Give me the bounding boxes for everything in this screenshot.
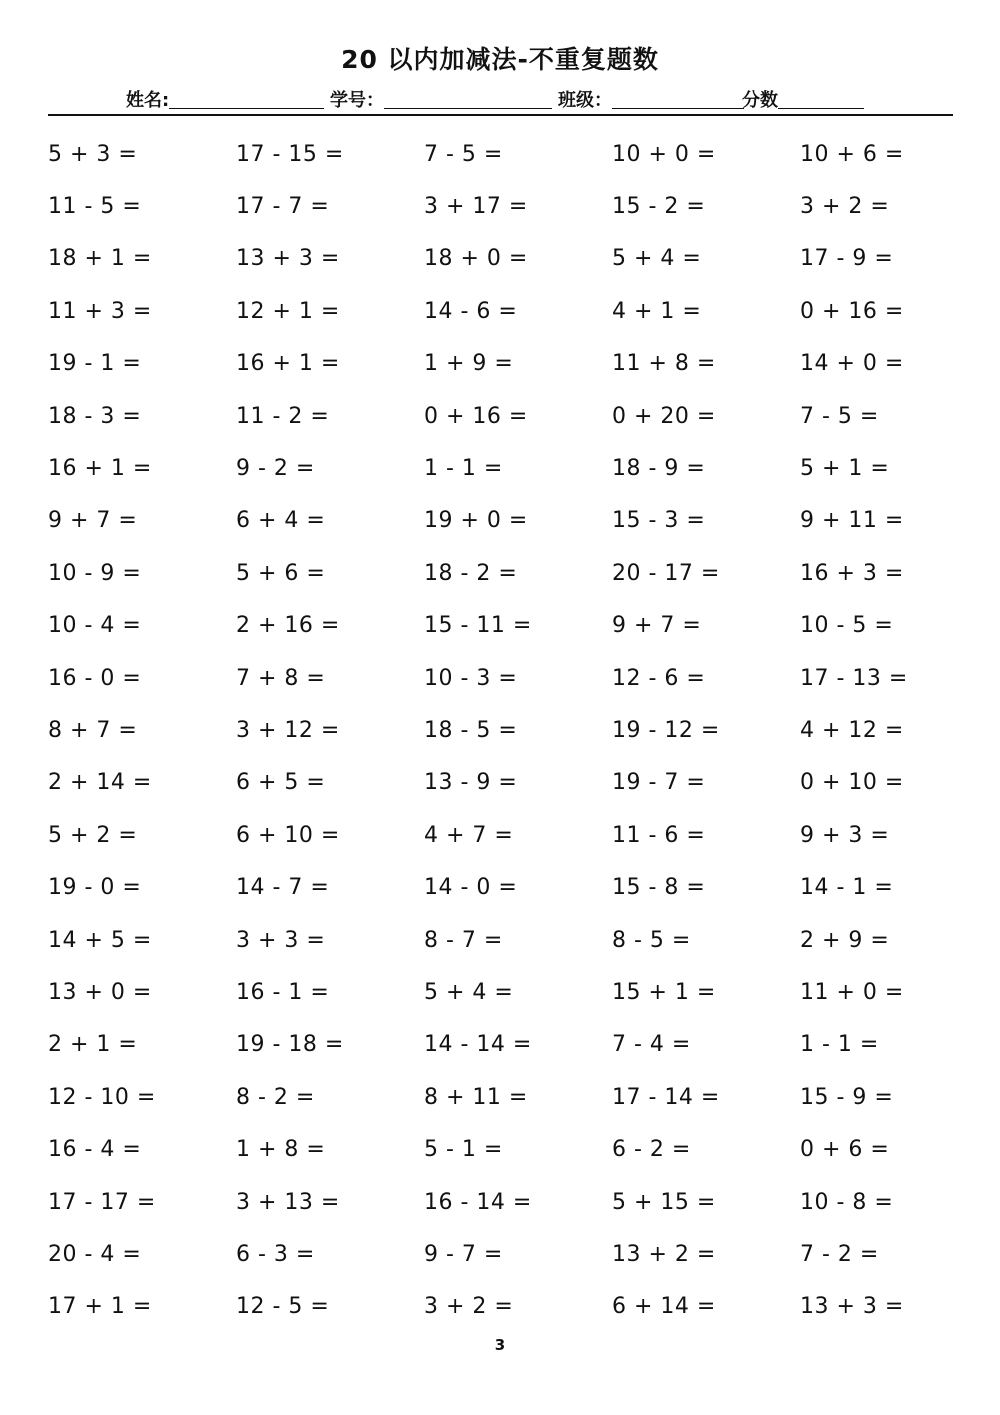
student-id-field[interactable] (330, 86, 552, 112)
math-problem: 3 + 2 = (800, 194, 890, 220)
problem-row (48, 180, 988, 232)
math-problem: 15 - 3 = (612, 508, 706, 534)
problem-row (48, 547, 988, 599)
math-problem: 1 - 1 = (800, 1032, 879, 1058)
math-problem: 13 + 2 = (612, 1241, 716, 1267)
problem-row (48, 757, 988, 809)
math-problem: 10 - 3 = (424, 665, 518, 691)
problem-row (48, 704, 988, 756)
math-problem: 11 + 8 = (612, 351, 716, 377)
math-problem: 12 - 5 = (236, 1294, 330, 1320)
problem-row (48, 233, 988, 285)
page-number: 3 (494, 1336, 506, 1354)
math-problem: 9 + 11 = (800, 508, 904, 534)
math-problem: 4 + 12 = (800, 717, 904, 743)
class-field[interactable] (558, 86, 744, 112)
math-problem: 9 + 7 = (612, 613, 702, 639)
math-problem: 8 + 7 = (48, 717, 138, 743)
math-problem: 5 + 1 = (800, 456, 890, 482)
math-problem: 16 - 0 = (48, 665, 142, 691)
math-problem: 2 + 16 = (236, 613, 340, 639)
math-problem: 1 + 9 = (424, 351, 514, 377)
math-problem: 19 - 0 = (48, 875, 142, 901)
math-problem: 6 + 10 = (236, 822, 340, 848)
score-label: 分数 (742, 90, 778, 111)
math-problem: 16 + 1 = (48, 456, 152, 482)
math-problem: 2 + 1 = (48, 1032, 138, 1058)
math-problem: 2 + 14 = (48, 770, 152, 796)
problem-row (48, 442, 988, 494)
math-problem: 17 - 17 = (48, 1189, 156, 1215)
math-problem: 5 + 2 = (48, 822, 138, 848)
problem-row (48, 338, 988, 390)
math-problem: 5 + 15 = (612, 1189, 716, 1215)
math-problem: 8 - 2 = (236, 1084, 315, 1110)
math-problem: 15 - 11 = (424, 613, 532, 639)
math-problem: 11 - 2 = (236, 403, 330, 429)
math-problem: 11 + 3 = (48, 298, 152, 324)
math-problem: 14 - 0 = (424, 875, 518, 901)
math-problem: 0 + 16 = (800, 298, 904, 324)
math-problem: 10 - 5 = (800, 613, 894, 639)
math-problem: 20 - 4 = (48, 1241, 142, 1267)
problem-row (48, 914, 988, 966)
math-problem: 11 - 6 = (612, 822, 706, 848)
math-problem: 15 - 8 = (612, 875, 706, 901)
math-problem: 5 - 1 = (424, 1137, 503, 1163)
math-problem: 12 - 6 = (612, 665, 706, 691)
math-problem: 19 - 1 = (48, 351, 142, 377)
math-problem: 10 - 9 = (48, 560, 142, 586)
math-problem: 10 - 4 = (48, 613, 142, 639)
math-problem: 7 - 2 = (800, 1241, 879, 1267)
math-problem: 0 + 10 = (800, 770, 904, 796)
math-problem: 14 - 6 = (424, 298, 518, 324)
math-problem: 5 + 4 = (424, 979, 514, 1005)
math-problem: 3 + 13 = (236, 1189, 340, 1215)
math-problem: 17 - 13 = (800, 665, 908, 691)
problem-row (48, 390, 988, 442)
problem-row (48, 128, 988, 180)
math-problem: 10 + 6 = (800, 141, 904, 167)
math-problem: 17 + 1 = (48, 1294, 152, 1320)
math-problem: 4 + 7 = (424, 822, 514, 848)
math-problem: 6 + 5 = (236, 770, 326, 796)
math-problem: 7 - 5 = (800, 403, 879, 429)
math-problem: 3 + 17 = (424, 194, 528, 220)
math-problem: 11 - 5 = (48, 194, 142, 220)
math-problem: 12 - 10 = (48, 1084, 156, 1110)
math-problem: 17 - 9 = (800, 246, 894, 272)
problem-row (48, 1071, 988, 1123)
problem-row (48, 495, 988, 547)
math-problem: 6 - 2 = (612, 1137, 691, 1163)
math-problem: 13 + 0 = (48, 979, 152, 1005)
problem-row (48, 966, 988, 1018)
page-title: 20 以内加减法-不重复题数 (341, 45, 659, 74)
math-problem: 3 + 12 = (236, 717, 340, 743)
name-blank[interactable] (169, 107, 324, 109)
math-problem: 10 + 0 = (612, 141, 716, 167)
problem-row (48, 600, 988, 652)
math-problem: 18 + 1 = (48, 246, 152, 272)
math-problem: 9 - 7 = (424, 1241, 503, 1267)
math-problem: 18 - 9 = (612, 456, 706, 482)
math-problem: 11 + 0 = (800, 979, 904, 1005)
math-problem: 15 - 2 = (612, 194, 706, 220)
math-problem: 0 + 6 = (800, 1137, 890, 1163)
math-problem: 7 - 5 = (424, 141, 503, 167)
math-problem: 15 + 1 = (612, 979, 716, 1005)
math-problem: 7 - 4 = (612, 1032, 691, 1058)
math-problem: 18 - 3 = (48, 403, 142, 429)
math-problem: 4 + 1 = (612, 298, 702, 324)
score-blank[interactable] (778, 107, 864, 109)
math-problem: 14 + 5 = (48, 927, 152, 953)
score-field[interactable] (742, 86, 864, 112)
math-problem: 17 - 15 = (236, 141, 344, 167)
problem-row (48, 809, 988, 861)
math-problem: 9 - 2 = (236, 456, 315, 482)
math-problem: 3 + 3 = (236, 927, 326, 953)
name-label: 姓名: (126, 90, 170, 111)
math-problem: 14 + 0 = (800, 351, 904, 377)
problem-row (48, 285, 988, 337)
math-problem: 17 - 14 = (612, 1084, 720, 1110)
math-problem: 8 - 7 = (424, 927, 503, 953)
class-label: 班级： (558, 90, 612, 111)
math-problem: 1 - 1 = (424, 456, 503, 482)
math-problem: 13 + 3 = (236, 246, 340, 272)
student-id-label: 学号： (330, 90, 384, 111)
math-problem: 19 - 18 = (236, 1032, 344, 1058)
math-problem: 0 + 16 = (424, 403, 528, 429)
problem-row (48, 1123, 988, 1175)
math-problem: 5 + 6 = (236, 560, 326, 586)
name-field[interactable] (126, 86, 324, 112)
math-problem: 13 + 3 = (800, 1294, 904, 1320)
math-problem: 16 + 3 = (800, 560, 904, 586)
math-problem: 19 + 0 = (424, 508, 528, 534)
math-problem: 5 + 4 = (612, 246, 702, 272)
math-problem: 18 - 2 = (424, 560, 518, 586)
math-problem: 18 - 5 = (424, 717, 518, 743)
problem-row (48, 1228, 988, 1280)
math-problem: 8 + 11 = (424, 1084, 528, 1110)
problem-row (48, 652, 988, 704)
math-problem: 16 + 1 = (236, 351, 340, 377)
math-problem: 7 + 8 = (236, 665, 326, 691)
math-problem: 15 - 9 = (800, 1084, 894, 1110)
student-info-header (48, 84, 953, 116)
math-problem: 6 - 3 = (236, 1241, 315, 1267)
math-problem: 14 - 14 = (424, 1032, 532, 1058)
math-problem: 5 + 3 = (48, 141, 138, 167)
problem-row (48, 861, 988, 913)
math-problem: 3 + 2 = (424, 1294, 514, 1320)
math-problem: 9 + 7 = (48, 508, 138, 534)
math-problem: 6 + 4 = (236, 508, 326, 534)
math-problem: 8 - 5 = (612, 927, 691, 953)
math-problem: 16 - 4 = (48, 1137, 142, 1163)
math-problem: 19 - 7 = (612, 770, 706, 796)
math-problem: 16 - 1 = (236, 979, 330, 1005)
math-problem: 14 - 7 = (236, 875, 330, 901)
student-id-blank[interactable] (384, 107, 552, 109)
problem-grid (48, 128, 988, 1333)
math-problem: 2 + 9 = (800, 927, 890, 953)
math-problem: 16 - 14 = (424, 1189, 532, 1215)
math-problem: 0 + 20 = (612, 403, 716, 429)
class-blank[interactable] (612, 107, 744, 109)
problem-row (48, 1176, 988, 1228)
problem-row (48, 1019, 988, 1071)
math-problem: 6 + 14 = (612, 1294, 716, 1320)
math-problem: 12 + 1 = (236, 298, 340, 324)
math-problem: 20 - 17 = (612, 560, 720, 586)
math-problem: 9 + 3 = (800, 822, 890, 848)
math-problem: 17 - 7 = (236, 194, 330, 220)
math-problem: 18 + 0 = (424, 246, 528, 272)
problem-row (48, 1281, 988, 1333)
math-problem: 14 - 1 = (800, 875, 894, 901)
math-problem: 10 - 8 = (800, 1189, 894, 1215)
math-problem: 19 - 12 = (612, 717, 720, 743)
math-problem: 1 + 8 = (236, 1137, 326, 1163)
math-problem: 13 - 9 = (424, 770, 518, 796)
